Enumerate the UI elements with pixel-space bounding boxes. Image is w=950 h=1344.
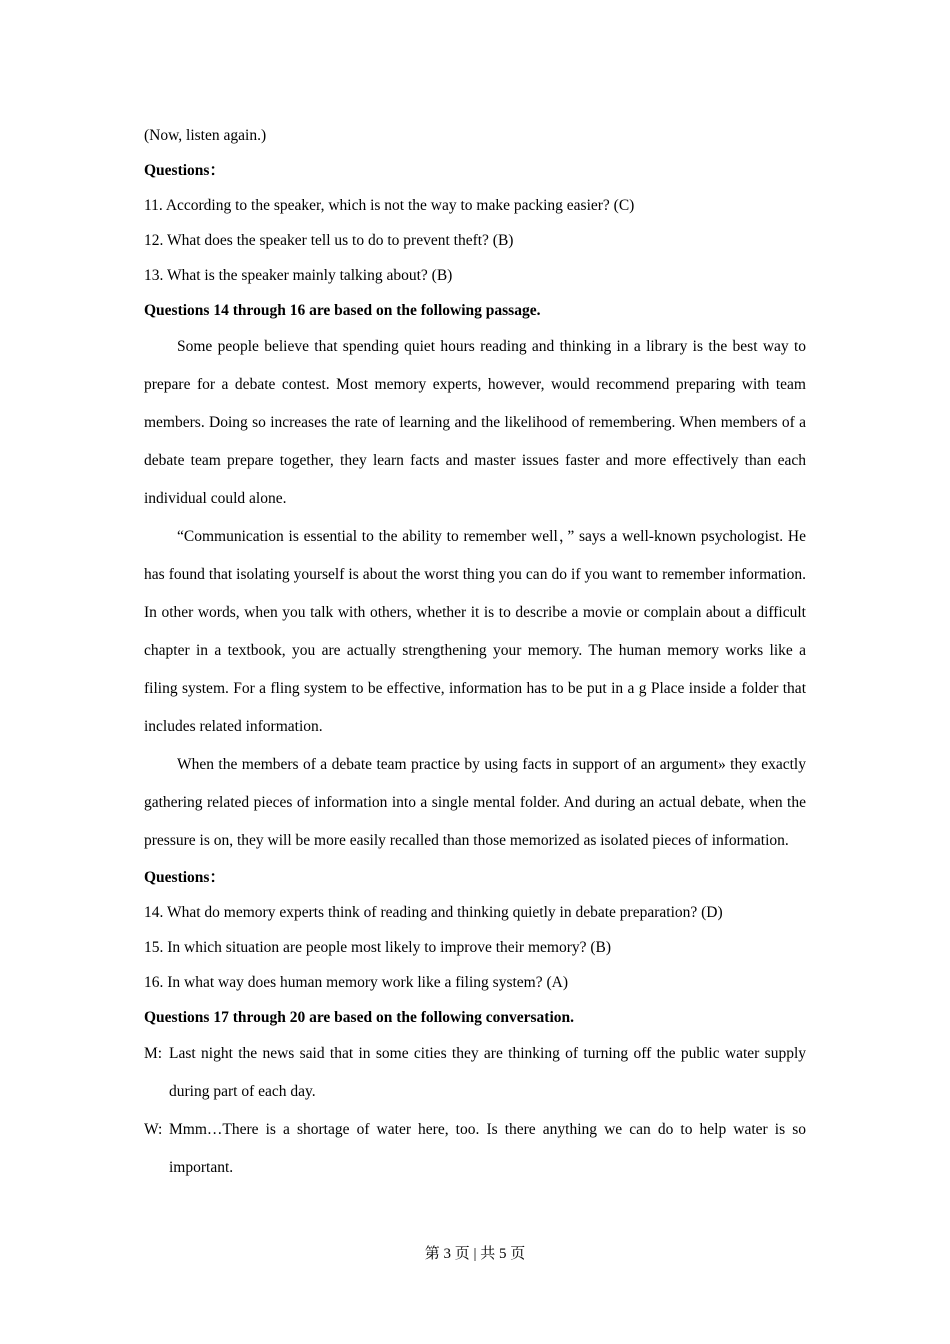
dialog-line (144, 1035, 806, 1111)
conversation-heading: Questions 17 through 20 are based on the following conversation. (144, 1009, 575, 1026)
speaker-label: W: (144, 1121, 163, 1138)
questions-label-1: Questions： (144, 162, 225, 179)
question-11: 11. According to the speaker, which is not the way to make packing easier? (C) (144, 197, 635, 214)
page-footer: 第 3 页 | 共 5 页 (424, 1246, 526, 1262)
speaker-label: M: (144, 1045, 163, 1062)
question-16: 16. In what way does human memory work like a filing system? (A) (144, 974, 569, 991)
document-page (144, 118, 806, 1187)
dialog-line (144, 1111, 806, 1187)
question-14: 14. What do memory experts think of reading and thinking quietly in debate preparation? (D) (144, 904, 723, 921)
question-13: 13. What is the speaker mainly talking about? (B) (144, 267, 453, 284)
intro-line: (Now, listen again.) (144, 127, 267, 144)
question-15: 15. In which situation are people most likely to improve their memory? (B) (144, 939, 612, 956)
passage-paragraph-2: “Communication is essential to the ability to remember well，” says a well-known psychologist. He has found that isolating yourself is about the worst thing you can do if you want to remember information. In other words, when you talk with others, whether it is to describe a movie or complain about a difficult chapter in a textbook, you are actually strengthening your memory. The human memory works like a filing system. For a fling system to be effective, information has to be put in a g Place inside a folder that includes related information. (144, 528, 806, 735)
passage-heading: Questions 14 through 16 are based on the following passage. (144, 302, 541, 319)
passage-paragraph-3: When the members of a debate team practice by using facts in support of an argument» they exactly gathering related pieces of information into a single mental folder. And during an actual debate, when the pressure is on, they will be more easily recalled than those memorized as isolated pieces of information. (144, 756, 806, 849)
questions-label-2: Questions： (144, 869, 225, 886)
passage-paragraph-1: Some people believe that spending quiet hours reading and thinking in a library is the best way to prepare for a debate contest. Most memory experts, however, would recommend preparing with team members. Doing so increases the rate of learning and the likelihood of remembering. When members of a debate team prepare together, they learn facts and master issues faster and more effectively than each individual could alone. (144, 338, 806, 507)
speech-text: Last night the news said that in some cities they are thinking of turning off the public water supply during part of each day. (169, 1045, 806, 1100)
question-12: 12. What does the speaker tell us to do to prevent theft? (B) (144, 232, 514, 249)
speech-text: Mmm…There is a shortage of water here, too. Is there anything we can do to help water is so important. (169, 1121, 806, 1176)
